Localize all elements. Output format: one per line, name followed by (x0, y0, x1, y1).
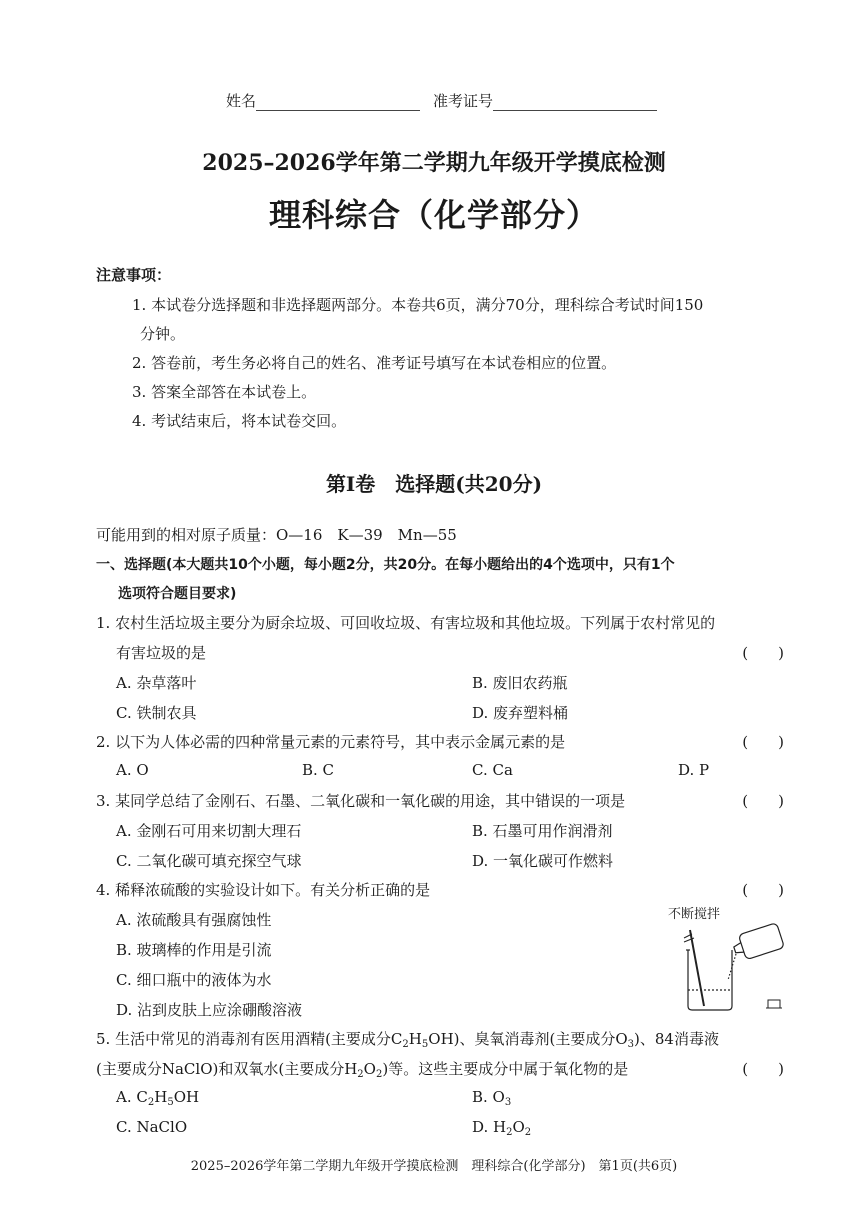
option-text: A. C (116, 1088, 148, 1106)
q3-option-d[interactable]: D. 一氧化碳可作燃料 (472, 852, 614, 870)
subscript: 2 (402, 1039, 409, 1050)
q5-stem-part: )、84消毒液 (634, 1030, 719, 1048)
q5-option-b[interactable] (472, 1088, 511, 1106)
page-footer: 2025–2026学年第二学期九年级开学摸底检测 理科综合(化学部分) 第1页(共6页) (190, 1159, 678, 1174)
subscript: 2 (357, 1069, 364, 1080)
name-field (226, 90, 420, 111)
question-4-stem: 4. 稀释浓硫酸的实验设计如下。有关分析正确的是 (96, 881, 431, 899)
notice-item: 1. 本试卷分选择题和非选择题两部分。本卷共6页，满分70分，理科综合考试时间150 (132, 296, 704, 314)
notice-item: 4. 考试结束后，将本试卷交回。 (132, 412, 347, 430)
name-label: 姓名 (226, 92, 257, 110)
bottle-stopper (766, 1000, 782, 1008)
q2-option-b[interactable]: B. C (302, 761, 335, 779)
q5-option-a[interactable] (116, 1088, 199, 1106)
name-blank[interactable] (256, 94, 420, 111)
q5-option-c[interactable] (116, 1118, 187, 1136)
dilution-apparatus-figure (670, 920, 788, 1016)
subject-title: 理科综合（化学部分） (268, 196, 599, 234)
q5-stem-part: O (363, 1060, 376, 1078)
question-3-stem: 3. 某同学总结了金刚石、石墨、二氧化碳和一氧化碳的用途，其中错误的一项是 (96, 792, 626, 810)
subscript: 3 (627, 1039, 635, 1050)
q1-option-c[interactable]: C. 铁制农具 (116, 704, 197, 722)
q5-stem-part: H (408, 1030, 422, 1048)
answer-paren[interactable]: ( ) (742, 1060, 784, 1078)
glass-rod (690, 930, 704, 1006)
q2-option-c[interactable]: C. Ca (472, 761, 513, 779)
notice-item: 2. 答卷前，考生务必将自己的姓名、准考证号填写在本试卷相应的位置。 (132, 354, 617, 372)
question-1-stem: 1. 农村生活垃圾主要分为厨余垃圾、可回收垃圾、有害垃圾和其他垃圾。下列属于农村常见的 (96, 614, 716, 632)
q3-option-b[interactable]: B. 石墨可用作润滑剂 (472, 822, 613, 840)
q1-option-b[interactable]: B. 废旧农药瓶 (472, 674, 568, 692)
q4-option-c[interactable]: C. 细口瓶中的液体为水 (116, 971, 272, 989)
question-2-stem: 2. 以下为人体必需的四种常量元素的元素符号，其中表示金属元素的是 (96, 733, 566, 751)
subscript: 5 (167, 1097, 174, 1108)
q4-option-a[interactable]: A. 浓硫酸具有强腐蚀性 (116, 911, 272, 929)
answer-paren[interactable]: ( ) (742, 644, 784, 662)
subscript: 2 (375, 1069, 383, 1080)
q3-option-a[interactable]: A. 金刚石可用来切割大理石 (116, 822, 302, 840)
exam-number-blank[interactable] (493, 94, 657, 111)
q4-option-b[interactable]: B. 玻璃棒的作用是引流 (116, 941, 272, 959)
q4-option-d[interactable]: D. 沾到皮肤上应涂硼酸溶液 (116, 1001, 303, 1019)
notice-item: 分钟。 (140, 325, 186, 343)
option-text: D. H (472, 1118, 507, 1136)
option-text: OH (173, 1088, 200, 1106)
q1-option-a[interactable]: A. 杂草落叶 (116, 674, 197, 692)
section-title: 第Ⅰ卷 选择题(共20分) (325, 472, 543, 496)
option-text: B. O (472, 1088, 505, 1106)
exam-title: 2025–2026学年第二学期九年级开学摸底检测 (202, 150, 666, 176)
question-5-stem (96, 1028, 719, 1049)
subscript: 2 (506, 1127, 513, 1138)
q1-option-d[interactable]: D. 废弃塑料桶 (472, 704, 569, 722)
answer-paren[interactable]: ( ) (742, 733, 784, 751)
exam-number-field (433, 90, 657, 111)
q5-stem-part: (主要成分NaClO)和双氧水(主要成分H (96, 1060, 358, 1078)
question-5-stem-cont (96, 1058, 628, 1079)
figure-label-stirring: 不断搅拌 (668, 907, 721, 922)
q3-option-c[interactable]: C. 二氧化碳可填充探空气球 (116, 852, 302, 870)
subscript: 2 (147, 1097, 155, 1108)
q2-option-a[interactable]: A. O (116, 761, 149, 779)
option-text: C. NaClO (116, 1118, 188, 1136)
question-1-stem-cont: 有害垃圾的是 (116, 644, 207, 662)
option-text: O (512, 1118, 525, 1136)
exam-number-label: 准考证号 (433, 92, 494, 110)
q5-stem-part: 5. 生活中常见的消毒剂有医用酒精(主要成分C (96, 1030, 403, 1048)
option-text: H (154, 1088, 168, 1106)
q5-stem-part: OH)、臭氧消毒剂(主要成分O (428, 1030, 628, 1048)
subscript: 3 (504, 1097, 512, 1108)
part-heading-cont: 选项符合题目要求) (118, 586, 237, 602)
notice-item: 3. 答案全部答在本试卷上。 (132, 383, 317, 401)
subscript: 2 (524, 1127, 532, 1138)
part-heading: 一、选择题(本大题共10个小题，每小题2分，共20分。在每小题给出的4个选项中，只有1个 (96, 557, 675, 573)
reagent-bottle (731, 923, 785, 963)
q2-option-d[interactable]: D. P (678, 761, 710, 779)
answer-paren[interactable]: ( ) (742, 881, 784, 899)
answer-paren[interactable]: ( ) (742, 792, 784, 810)
q5-stem-part: )等。这些主要成分中属于氧化物的是 (382, 1060, 629, 1078)
notice-heading: 注意事项： (96, 266, 172, 284)
atomic-masses: 可能用到的相对原子质量：O—16 K—39 Mn—55 (96, 526, 457, 544)
q5-option-d[interactable] (472, 1118, 531, 1136)
subscript: 5 (421, 1039, 429, 1050)
